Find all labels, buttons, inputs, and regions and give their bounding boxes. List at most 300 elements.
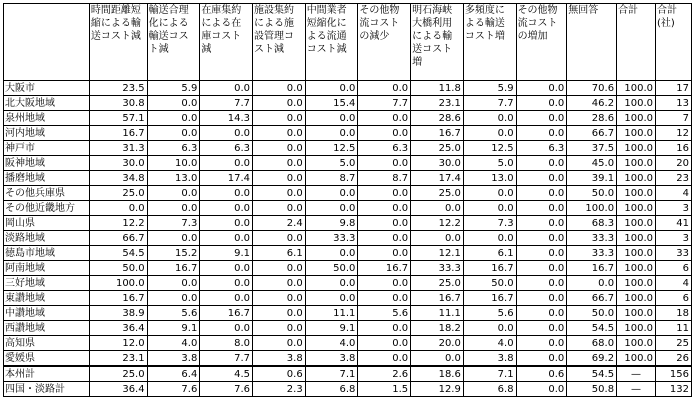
table-cell: 5.0 xyxy=(463,156,516,171)
table-row xyxy=(4,291,692,306)
table-cell: 0.6 xyxy=(516,366,567,382)
row-label: その他近畿地方 xyxy=(4,201,90,216)
table-cell: 11 xyxy=(656,321,692,336)
table-cell: 12.1 xyxy=(411,246,464,261)
table-cell: 0.0 xyxy=(200,321,253,336)
table-cell: 23.1 xyxy=(89,351,147,367)
table-row xyxy=(4,276,692,291)
table-cell: 0.0 xyxy=(358,276,411,291)
row-label: 本州計 xyxy=(4,366,90,382)
row-label: 阪神地域 xyxy=(4,156,90,171)
table-cell: 25.0 xyxy=(411,276,464,291)
table-cell: 68.3 xyxy=(567,216,617,231)
table-cell: 37.5 xyxy=(567,141,617,156)
table-cell: 8.7 xyxy=(305,171,358,186)
table-cell: 50.0 xyxy=(567,186,617,201)
table-cell: 100.0 xyxy=(617,261,656,276)
table-cell: 33.3 xyxy=(305,231,358,246)
table-row xyxy=(4,81,692,96)
table-row xyxy=(4,336,692,351)
table-cell: 7.3 xyxy=(463,216,516,231)
table-cell: 12.2 xyxy=(89,216,147,231)
table-cell: 100.0 xyxy=(617,111,656,126)
table-cell: 0.0 xyxy=(516,261,567,276)
table-cell: 7.6 xyxy=(147,382,200,397)
table-cell: 28.6 xyxy=(411,111,464,126)
table-cell: 2.4 xyxy=(253,216,306,231)
table-cell: 54.5 xyxy=(567,321,617,336)
table-cell: 0.0 xyxy=(305,81,358,96)
table-cell: 0.0 xyxy=(516,156,567,171)
table-cell: 26 xyxy=(656,351,692,367)
table-cell: 6.8 xyxy=(305,382,358,397)
table-cell: 33 xyxy=(656,246,692,261)
table-cell: 0.0 xyxy=(147,276,200,291)
table-cell: 0.0 xyxy=(411,351,464,367)
row-label: 河内地域 xyxy=(4,126,90,141)
table-cell: 15.2 xyxy=(147,246,200,261)
row-label: 神戸市 xyxy=(4,141,90,156)
table-row xyxy=(4,216,692,231)
table-cell: 0.0 xyxy=(463,231,516,246)
row-label: 岡山県 xyxy=(4,216,90,231)
table-cell: 12.5 xyxy=(463,141,516,156)
table-cell: 18.2 xyxy=(411,321,464,336)
header-row xyxy=(4,4,692,81)
table-cell: 100.0 xyxy=(617,351,656,367)
table-cell: 0.0 xyxy=(358,216,411,231)
table-cell: 0.6 xyxy=(253,366,306,382)
table-cell: 18 xyxy=(656,306,692,321)
column-header: その他物流コストの増加 xyxy=(516,4,567,81)
table-cell: 0.0 xyxy=(411,201,464,216)
table-cell: 0.0 xyxy=(567,276,617,291)
table-cell: 4 xyxy=(656,186,692,201)
table-cell: 0.0 xyxy=(516,126,567,141)
table-cell: 16.7 xyxy=(463,261,516,276)
table-cell: — xyxy=(617,382,656,397)
table-cell: 0.0 xyxy=(516,201,567,216)
table-cell: 6.3 xyxy=(516,141,567,156)
table-cell: 2.6 xyxy=(358,366,411,382)
table-cell: 100.0 xyxy=(617,156,656,171)
table-cell: 6.3 xyxy=(200,141,253,156)
table-row xyxy=(4,306,692,321)
table-cell: 0.0 xyxy=(147,231,200,246)
header-corner xyxy=(4,4,90,81)
table-cell: 0.0 xyxy=(147,126,200,141)
table-cell: 70.6 xyxy=(567,81,617,96)
row-label: 淡路地域 xyxy=(4,231,90,246)
table-cell: 5.0 xyxy=(305,156,358,171)
table-cell: 0.0 xyxy=(253,156,306,171)
table-cell: 31.3 xyxy=(89,141,147,156)
table-cell: 13 xyxy=(656,96,692,111)
column-header: 無回答 xyxy=(567,4,617,81)
table-cell: 0.0 xyxy=(253,231,306,246)
table-cell: 0.0 xyxy=(200,81,253,96)
table-cell: 11.1 xyxy=(411,306,464,321)
table-cell: 0.0 xyxy=(516,186,567,201)
row-label: 阿南地域 xyxy=(4,261,90,276)
row-label: その他兵庫県 xyxy=(4,186,90,201)
table-cell: 0.0 xyxy=(516,216,567,231)
table-cell: 0.0 xyxy=(253,276,306,291)
column-header: 合計(社) xyxy=(656,4,692,81)
table-cell: 0.0 xyxy=(305,186,358,201)
table-cell: 0.0 xyxy=(463,201,516,216)
table-cell: 0.0 xyxy=(516,246,567,261)
table-cell: 0.0 xyxy=(516,306,567,321)
table-cell: 0.0 xyxy=(147,186,200,201)
table-cell: 57.1 xyxy=(89,111,147,126)
table-cell: 3 xyxy=(656,231,692,246)
table-cell: 0.0 xyxy=(358,186,411,201)
table-cell: 0.0 xyxy=(411,231,464,246)
table-cell: 6.1 xyxy=(253,246,306,261)
table-cell: 0.0 xyxy=(305,201,358,216)
table-cell: 33.3 xyxy=(567,231,617,246)
table-cell: 9.1 xyxy=(200,246,253,261)
table-cell: 9.8 xyxy=(305,216,358,231)
table-cell: 3.8 xyxy=(305,351,358,367)
table-cell: 0.0 xyxy=(516,351,567,367)
table-cell: 12.0 xyxy=(89,336,147,351)
row-label: 北大阪地域 xyxy=(4,96,90,111)
table-cell: 100.0 xyxy=(617,306,656,321)
table-cell: — xyxy=(617,366,656,382)
table-cell: 100.0 xyxy=(617,126,656,141)
table-cell: 0.0 xyxy=(200,126,253,141)
column-header: 中間業者短縮化による流通コスト減 xyxy=(305,4,358,81)
table-cell: 0.0 xyxy=(516,111,567,126)
table-cell: 38.9 xyxy=(89,306,147,321)
table-cell: 156 xyxy=(656,366,692,382)
table-cell: 100.0 xyxy=(617,96,656,111)
table-cell: 13.0 xyxy=(147,171,200,186)
table-cell: 18.6 xyxy=(411,366,464,382)
table-header xyxy=(4,4,692,81)
table-cell: 34.8 xyxy=(89,171,147,186)
table-cell: 0.0 xyxy=(463,126,516,141)
table-cell: 20.0 xyxy=(411,336,464,351)
table-cell: 25.0 xyxy=(89,186,147,201)
column-header: 輸送合理化による輸送コスト減 xyxy=(147,4,200,81)
table-cell: 0.0 xyxy=(358,246,411,261)
table-cell: 0.0 xyxy=(516,81,567,96)
table-row xyxy=(4,111,692,126)
table-cell: 0.0 xyxy=(516,96,567,111)
table-cell: 100.0 xyxy=(617,321,656,336)
table-cell: 0.0 xyxy=(200,201,253,216)
table-cell: 0.0 xyxy=(516,382,567,397)
table-cell: 7 xyxy=(656,111,692,126)
column-header: 在庫集約による在庫コスト減 xyxy=(200,4,253,81)
table-cell: 17.4 xyxy=(200,171,253,186)
table-cell: 0.0 xyxy=(147,291,200,306)
row-label: 四国・淡路計 xyxy=(4,382,90,397)
table-row xyxy=(4,126,692,141)
column-header: 合計 xyxy=(617,4,656,81)
table-cell: 7.3 xyxy=(147,216,200,231)
total-row xyxy=(4,366,692,382)
table-cell: 5.9 xyxy=(147,81,200,96)
table-cell: 0.0 xyxy=(147,111,200,126)
table-cell: 9.1 xyxy=(305,321,358,336)
table-cell: 23 xyxy=(656,171,692,186)
table-cell: 4.0 xyxy=(147,336,200,351)
table-cell: 0.0 xyxy=(358,126,411,141)
table-cell: 30.0 xyxy=(411,156,464,171)
table-cell: 0.0 xyxy=(200,276,253,291)
table-cell: 100.0 xyxy=(567,201,617,216)
table-cell: 0.0 xyxy=(516,231,567,246)
table-cell: 6 xyxy=(656,261,692,276)
table-cell: 7.6 xyxy=(200,382,253,397)
table-cell: 12.5 xyxy=(305,141,358,156)
table-cell: 0.0 xyxy=(305,276,358,291)
table-cell: 0.0 xyxy=(516,291,567,306)
table-cell: 0.0 xyxy=(200,261,253,276)
table-cell: 0.0 xyxy=(253,201,306,216)
table-cell: 100.0 xyxy=(617,246,656,261)
table-cell: 0.0 xyxy=(516,171,567,186)
table-cell: 7.7 xyxy=(200,351,253,367)
table-cell: 100.0 xyxy=(617,141,656,156)
table-cell: 0.0 xyxy=(358,351,411,367)
table-cell: 6.1 xyxy=(463,246,516,261)
table-cell: 6.3 xyxy=(358,141,411,156)
table-cell: 16.7 xyxy=(567,261,617,276)
table-cell: 0.0 xyxy=(253,186,306,201)
table-cell: 0.0 xyxy=(200,216,253,231)
table-cell: 50.8 xyxy=(567,382,617,397)
table-cell: 0.0 xyxy=(253,306,306,321)
table-cell: 10.0 xyxy=(147,156,200,171)
table-cell: 6.8 xyxy=(463,382,516,397)
table-cell: 0.0 xyxy=(253,321,306,336)
table-cell: 7.7 xyxy=(463,96,516,111)
table-cell: 66.7 xyxy=(567,126,617,141)
table-cell: 6.4 xyxy=(147,366,200,382)
table-cell: 8.0 xyxy=(200,336,253,351)
table-row xyxy=(4,351,692,367)
column-header: 多頻度による輸送コスト増 xyxy=(463,4,516,81)
table-cell: 11.1 xyxy=(305,306,358,321)
table-cell: 7.1 xyxy=(305,366,358,382)
table-cell: 100.0 xyxy=(617,291,656,306)
table-cell: 0.0 xyxy=(253,141,306,156)
table-cell: 25.0 xyxy=(411,141,464,156)
table-cell: 16.7 xyxy=(89,126,147,141)
table-cell: 0.0 xyxy=(358,201,411,216)
table-row xyxy=(4,171,692,186)
table-cell: 100.0 xyxy=(617,171,656,186)
table-cell: 8.7 xyxy=(358,171,411,186)
table-cell: 30.8 xyxy=(89,96,147,111)
column-header: その他物流コストの減少 xyxy=(358,4,411,81)
table-cell: 132 xyxy=(656,382,692,397)
table-cell: 14.3 xyxy=(200,111,253,126)
table-cell: 3.8 xyxy=(147,351,200,367)
table-cell: 68.0 xyxy=(567,336,617,351)
table-cell: 20 xyxy=(656,156,692,171)
table-cell: 7.7 xyxy=(200,96,253,111)
table-cell: 100.0 xyxy=(617,276,656,291)
table-cell: 0.0 xyxy=(253,336,306,351)
table-cell: 0.0 xyxy=(147,201,200,216)
table-cell: 28.6 xyxy=(567,111,617,126)
table-cell: 23.5 xyxy=(89,81,147,96)
row-label: 徳島市地域 xyxy=(4,246,90,261)
table-cell: 7.7 xyxy=(358,96,411,111)
table-cell: 0.0 xyxy=(358,231,411,246)
table-cell: 0.0 xyxy=(516,276,567,291)
table-cell: 0.0 xyxy=(253,111,306,126)
table-row xyxy=(4,246,692,261)
table-cell: 100.0 xyxy=(617,216,656,231)
table-cell: 100.0 xyxy=(617,336,656,351)
data-table xyxy=(3,3,692,397)
table-cell: 0.0 xyxy=(305,246,358,261)
table-cell: 23.1 xyxy=(411,96,464,111)
table-cell: 1.5 xyxy=(358,382,411,397)
table-cell: 11.8 xyxy=(411,81,464,96)
table-cell: 0.0 xyxy=(200,156,253,171)
table-row xyxy=(4,186,692,201)
column-header: 時間距離短縮による輸送コスト減 xyxy=(89,4,147,81)
table-cell: 16.7 xyxy=(89,291,147,306)
table-cell: 12.2 xyxy=(411,216,464,231)
table-cell: 4 xyxy=(656,276,692,291)
table-cell: 66.7 xyxy=(567,291,617,306)
table-cell: 16.7 xyxy=(411,126,464,141)
table-row xyxy=(4,156,692,171)
table-cell: 0.0 xyxy=(253,171,306,186)
table-cell: 5.6 xyxy=(147,306,200,321)
table-cell: 36.4 xyxy=(89,321,147,336)
row-label: 中讃地域 xyxy=(4,306,90,321)
table-cell: 30.0 xyxy=(89,156,147,171)
table-cell: 0.0 xyxy=(200,186,253,201)
table-body xyxy=(4,81,692,397)
table-cell: 0.0 xyxy=(200,291,253,306)
table-row xyxy=(4,261,692,276)
table-cell: 46.2 xyxy=(567,96,617,111)
table-cell: 33.3 xyxy=(411,261,464,276)
table-cell: 0.0 xyxy=(358,291,411,306)
table-row xyxy=(4,96,692,111)
table-cell: 100.0 xyxy=(617,81,656,96)
table-cell: 15.4 xyxy=(305,96,358,111)
row-label: 高知県 xyxy=(4,336,90,351)
table-cell: 50.0 xyxy=(463,276,516,291)
table-cell: 100.0 xyxy=(89,276,147,291)
row-label: 東讃地域 xyxy=(4,291,90,306)
table-cell: 16 xyxy=(656,141,692,156)
table-cell: 100.0 xyxy=(617,201,656,216)
table-cell: 41 xyxy=(656,216,692,231)
table-cell: 0.0 xyxy=(516,321,567,336)
table-cell: 25 xyxy=(656,336,692,351)
table-cell: 54.5 xyxy=(89,246,147,261)
table-cell: 25.0 xyxy=(411,186,464,201)
row-label: 西讃地域 xyxy=(4,321,90,336)
table-cell: 9.1 xyxy=(147,321,200,336)
table-cell: 4.0 xyxy=(463,336,516,351)
table-cell: 0.0 xyxy=(253,96,306,111)
table-cell: 45.0 xyxy=(567,156,617,171)
table-cell: 100.0 xyxy=(617,186,656,201)
table-cell: 17.4 xyxy=(411,171,464,186)
table-cell: 12.9 xyxy=(411,382,464,397)
table-cell: 5.6 xyxy=(463,306,516,321)
table-cell: 54.5 xyxy=(567,366,617,382)
table-cell: 16.7 xyxy=(147,261,200,276)
table-cell: 100.0 xyxy=(617,231,656,246)
table-cell: 4.0 xyxy=(305,336,358,351)
table-cell: 0.0 xyxy=(253,81,306,96)
table-cell: 16.7 xyxy=(411,291,464,306)
table-cell: 0.0 xyxy=(89,201,147,216)
table-cell: 0.0 xyxy=(358,156,411,171)
table-cell: 0.0 xyxy=(516,336,567,351)
row-label: 三好地域 xyxy=(4,276,90,291)
table-cell: 0.0 xyxy=(358,81,411,96)
table-cell: 66.7 xyxy=(89,231,147,246)
table-cell: 50.0 xyxy=(89,261,147,276)
table-cell: 0.0 xyxy=(358,321,411,336)
table-cell: 3.8 xyxy=(463,351,516,367)
table-container xyxy=(3,3,692,397)
column-header: 明石海峡大橋利用による輸送コスト増 xyxy=(411,4,464,81)
table-row xyxy=(4,231,692,246)
table-cell: 0.0 xyxy=(200,231,253,246)
table-cell: 0.0 xyxy=(305,126,358,141)
table-cell: 0.0 xyxy=(305,291,358,306)
table-cell: 16.7 xyxy=(200,306,253,321)
table-cell: 6.3 xyxy=(147,141,200,156)
table-cell: 5.6 xyxy=(358,306,411,321)
table-cell: 25.0 xyxy=(89,366,147,382)
table-cell: 6 xyxy=(656,291,692,306)
table-cell: 7.1 xyxy=(463,366,516,382)
table-cell: 0.0 xyxy=(253,126,306,141)
row-label: 播磨地域 xyxy=(4,171,90,186)
table-cell: 12 xyxy=(656,126,692,141)
table-cell: 5.9 xyxy=(463,81,516,96)
table-cell: 16.7 xyxy=(463,291,516,306)
table-cell: 3.8 xyxy=(253,351,306,367)
table-cell: 36.4 xyxy=(89,382,147,397)
table-row xyxy=(4,321,692,336)
table-cell: 3 xyxy=(656,201,692,216)
table-row xyxy=(4,201,692,216)
row-label: 愛媛県 xyxy=(4,351,90,367)
table-cell: 13.0 xyxy=(463,171,516,186)
row-label: 大阪市 xyxy=(4,81,90,96)
column-header: 施設集約による施設管理コスト減 xyxy=(253,4,306,81)
table-cell: 50.0 xyxy=(305,261,358,276)
table-row xyxy=(4,141,692,156)
table-cell: 17 xyxy=(656,81,692,96)
total-row xyxy=(4,382,692,397)
table-cell: 0.0 xyxy=(253,291,306,306)
table-cell: 33.3 xyxy=(567,246,617,261)
table-cell: 0.0 xyxy=(305,111,358,126)
table-cell: 69.2 xyxy=(567,351,617,367)
table-cell: 0.0 xyxy=(253,261,306,276)
